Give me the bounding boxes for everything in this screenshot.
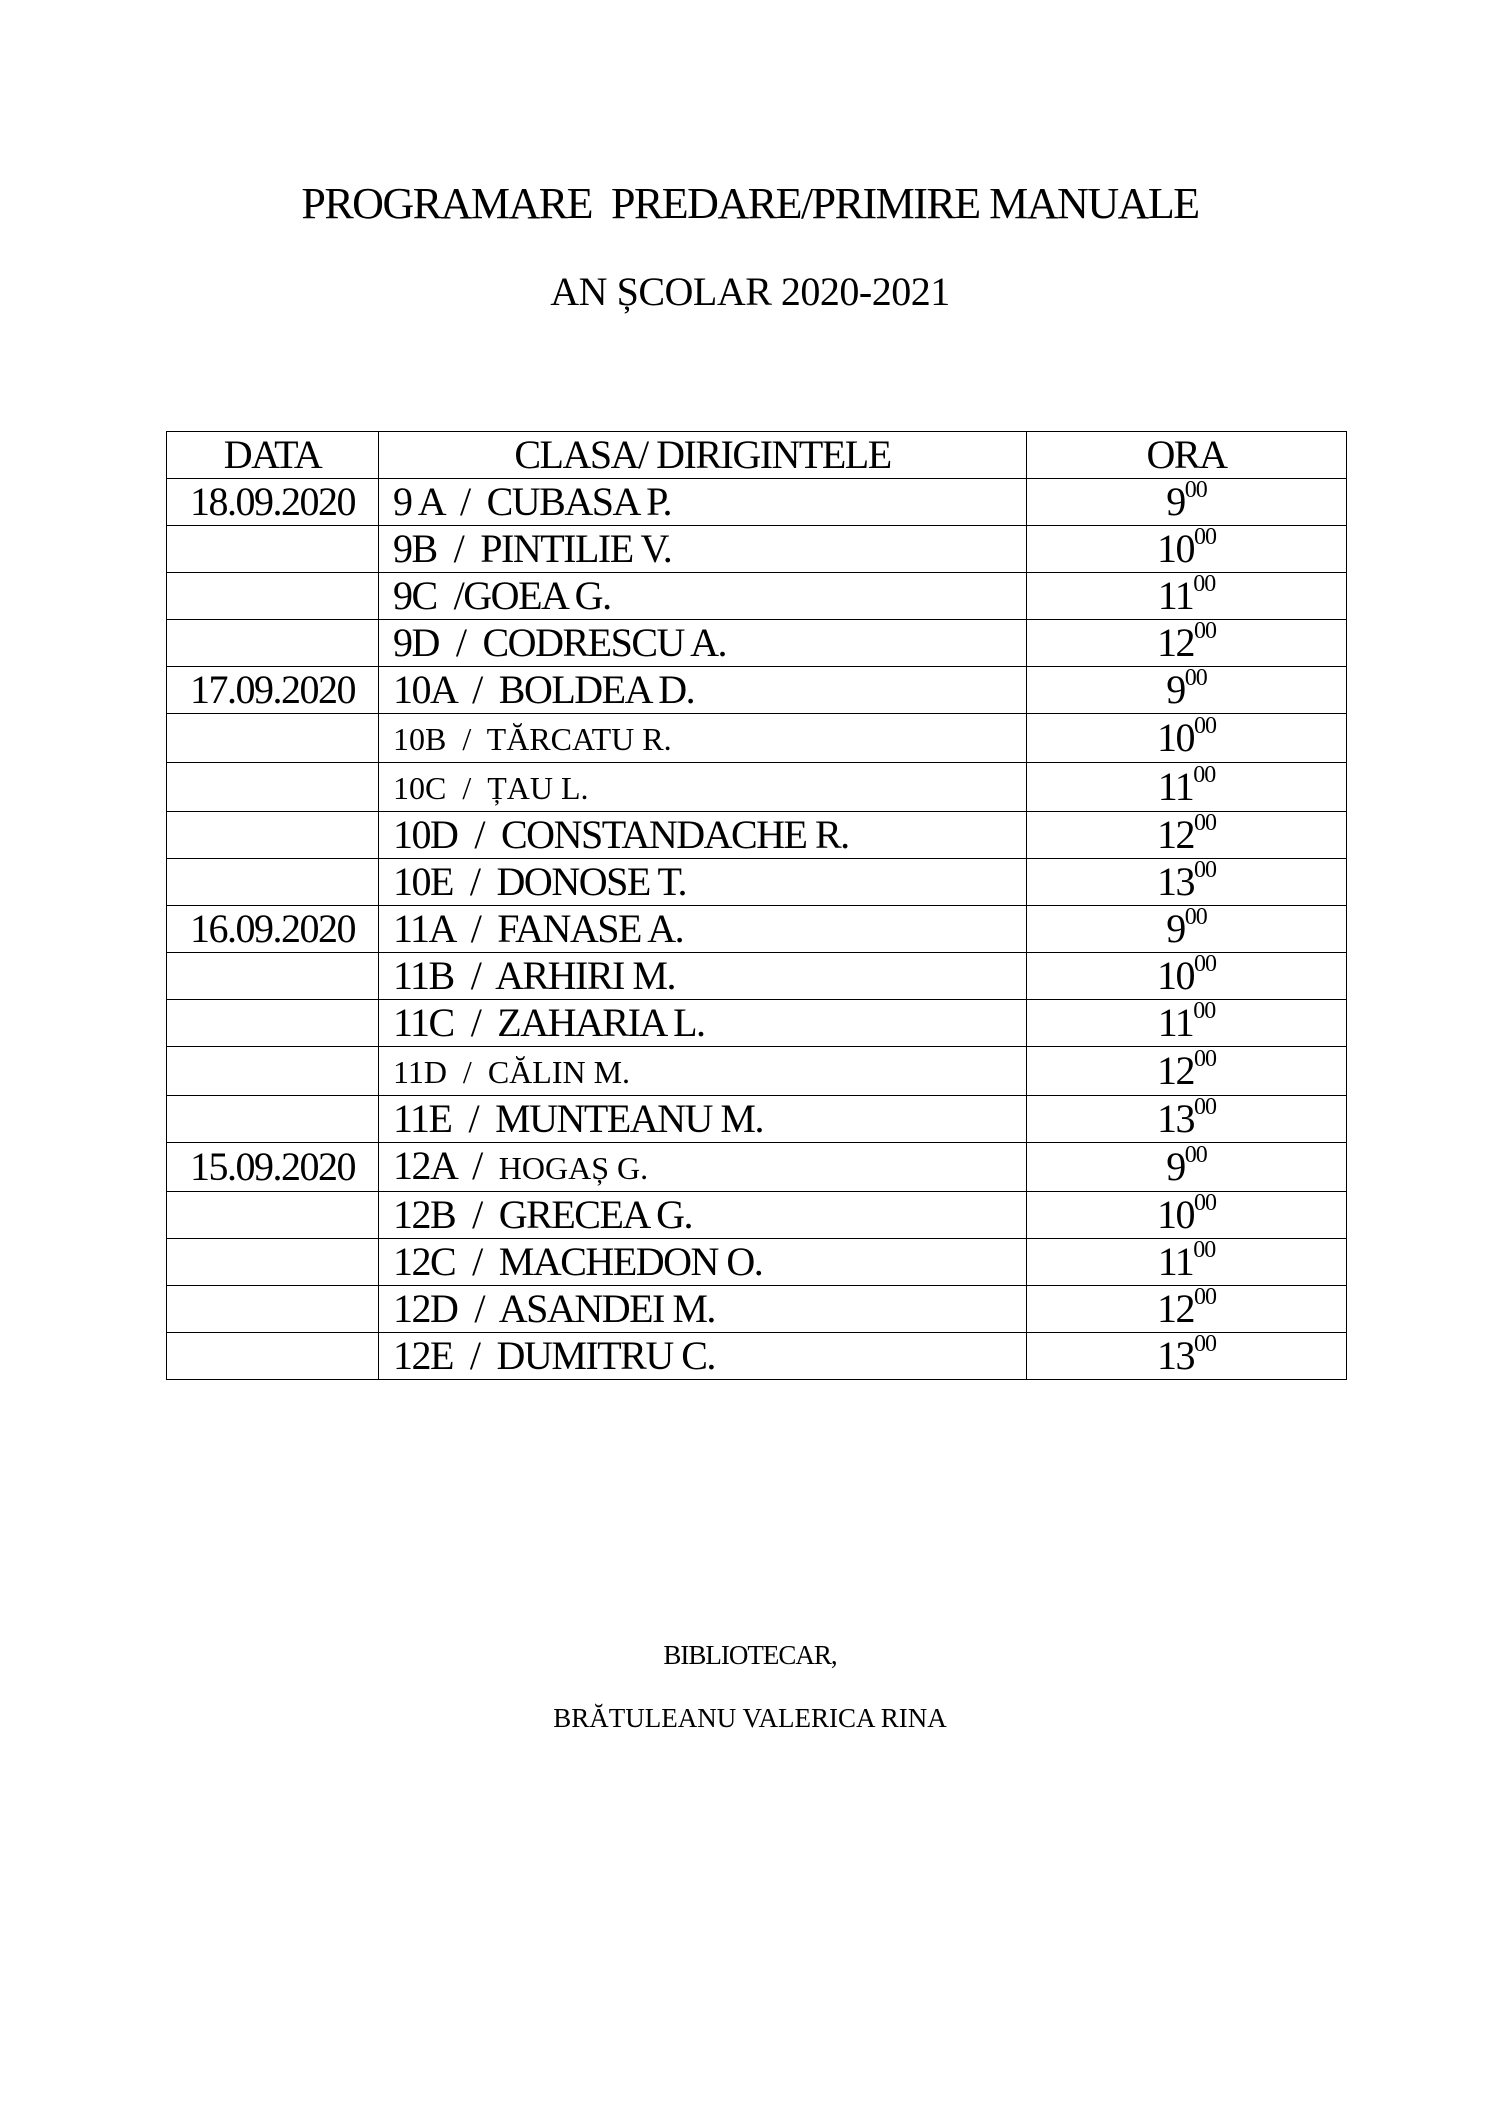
class-teacher-text: 9D / CODRESCU A. <box>393 620 727 665</box>
time-cell <box>1027 573 1347 620</box>
table-row <box>167 906 1347 953</box>
minutes: 00 <box>1184 666 1207 691</box>
class-teacher-cell <box>379 1192 1027 1239</box>
table-row <box>167 1192 1347 1239</box>
hour: 9 <box>1166 479 1185 524</box>
class-teacher-cell <box>379 479 1027 526</box>
class-teacher-cell <box>379 953 1027 1000</box>
class-teacher-text-small: HOGAȘ G. <box>498 1150 649 1186</box>
time-cell <box>1027 1143 1347 1192</box>
class-teacher-cell <box>379 1286 1027 1333</box>
time-cell <box>1027 1047 1347 1096</box>
minutes: 00 <box>1194 1046 1216 1072</box>
class-teacher-cell <box>379 763 1027 812</box>
time-cell <box>1027 906 1347 953</box>
class-teacher-text: 9 A / CUBASA P. <box>393 479 671 524</box>
time-cell <box>1027 812 1347 859</box>
class-teacher-cell <box>379 812 1027 859</box>
header-data: DATA <box>167 432 379 479</box>
time-cell <box>1027 714 1347 763</box>
class-teacher-text: 12B / GRECEA G. <box>393 1192 692 1237</box>
table-header-row <box>167 432 1347 479</box>
table-row <box>167 812 1347 859</box>
class-teacher-cell <box>379 859 1027 906</box>
hour: 9 <box>1166 1144 1185 1189</box>
hour: 10 <box>1157 1192 1194 1237</box>
table-row <box>167 573 1347 620</box>
class-teacher-text-small: 10B / TĂRCATU R. <box>393 721 672 757</box>
hour: 11 <box>1157 1000 1194 1045</box>
minutes: 00 <box>1194 952 1216 977</box>
time-cell <box>1027 1192 1347 1239</box>
time-cell <box>1027 620 1347 667</box>
table-row <box>167 1096 1347 1143</box>
minutes: 00 <box>1194 713 1216 739</box>
date-cell <box>167 1192 379 1239</box>
class-teacher-text: 9B / PINTILIE V. <box>393 526 672 571</box>
class-teacher-text-small: 10C / ȚAU L. <box>393 770 589 806</box>
class-teacher-text: 12C / MACHEDON O. <box>393 1239 763 1284</box>
class-teacher-text-small: 11D / CĂLIN M. <box>393 1054 631 1090</box>
class-teacher-text: 10D / CONSTANDACHE R. <box>393 812 849 857</box>
table-row <box>167 1047 1347 1096</box>
hour: 9 <box>1166 906 1185 951</box>
class-teacher-cell <box>379 1096 1027 1143</box>
minutes: 00 <box>1184 905 1207 930</box>
table-row <box>167 526 1347 573</box>
time-cell <box>1027 1333 1347 1380</box>
time-cell <box>1027 1286 1347 1333</box>
class-teacher-text: 11B / ARHIRI M. <box>393 953 675 998</box>
time-cell <box>1027 667 1347 714</box>
date-cell <box>167 620 379 667</box>
date-cell <box>167 1286 379 1333</box>
table-row <box>167 763 1347 812</box>
date-cell: 17.09.2020 <box>167 667 379 714</box>
time-cell <box>1027 479 1347 526</box>
date-cell <box>167 859 379 906</box>
class-teacher-text: 12E / DUMITRU C. <box>393 1333 715 1378</box>
hour: 12 <box>1157 1048 1194 1093</box>
time-cell <box>1027 1000 1347 1047</box>
hour: 11 <box>1157 764 1194 809</box>
minutes: 00 <box>1194 1332 1216 1357</box>
class-teacher-cell <box>379 1239 1027 1286</box>
hour: 12 <box>1157 812 1194 857</box>
time-cell <box>1027 1239 1347 1286</box>
minutes: 00 <box>1194 525 1216 550</box>
date-cell <box>167 1047 379 1096</box>
class-teacher-cell <box>379 1000 1027 1047</box>
document-title: PROGRAMARE PREDARE/PRIMIRE MANUALE <box>301 179 1199 228</box>
date-cell <box>167 1333 379 1380</box>
class-teacher-cell <box>379 906 1027 953</box>
date-cell <box>167 573 379 620</box>
date-cell <box>167 953 379 1000</box>
minutes: 00 <box>1193 762 1216 788</box>
date-cell <box>167 763 379 812</box>
class-teacher-cell <box>379 714 1027 763</box>
header-clasa: CLASA/ DIRIGINTELE <box>379 432 1027 479</box>
class-teacher-text: 11E / MUNTEANU M. <box>393 1096 763 1141</box>
signature-role: BIBLIOTECAR, <box>663 1640 837 1670</box>
time-cell <box>1027 859 1347 906</box>
date-cell: 16.09.2020 <box>167 906 379 953</box>
table-row <box>167 1239 1347 1286</box>
table-row <box>167 1143 1347 1192</box>
hour: 10 <box>1157 526 1194 571</box>
hour: 10 <box>1157 953 1194 998</box>
table-row <box>167 714 1347 763</box>
date-cell <box>167 714 379 763</box>
hour: 11 <box>1157 573 1194 618</box>
date-cell: 18.09.2020 <box>167 479 379 526</box>
hour: 13 <box>1157 859 1194 904</box>
minutes: 00 <box>1194 811 1216 836</box>
date-cell <box>167 812 379 859</box>
class-teacher-cell <box>379 526 1027 573</box>
class-teacher-cell <box>379 667 1027 714</box>
date-cell <box>167 1239 379 1286</box>
class-teacher-text: 12A / <box>393 1143 499 1188</box>
class-teacher-cell <box>379 1333 1027 1380</box>
school-year-subtitle: AN ȘCOLAR 2020-2021 <box>550 269 950 314</box>
time-cell <box>1027 526 1347 573</box>
hour: 13 <box>1157 1333 1194 1378</box>
class-teacher-cell <box>379 1143 1027 1192</box>
table-row <box>167 667 1347 714</box>
date-cell <box>167 1096 379 1143</box>
minutes: 00 <box>1184 478 1207 503</box>
hour: 12 <box>1157 620 1194 665</box>
minutes: 00 <box>1194 858 1216 883</box>
minutes: 00 <box>1184 1142 1207 1168</box>
date-cell: 15.09.2020 <box>167 1143 379 1192</box>
minutes: 00 <box>1193 999 1216 1024</box>
hour: 9 <box>1166 667 1185 712</box>
class-teacher-text: 10E / DONOSE T. <box>393 859 687 904</box>
class-teacher-cell <box>379 573 1027 620</box>
class-teacher-text: 9C /GOEA G. <box>393 573 611 618</box>
table-row <box>167 1286 1347 1333</box>
table-row <box>167 1000 1347 1047</box>
minutes: 00 <box>1194 1191 1216 1216</box>
hour: 12 <box>1157 1286 1194 1331</box>
class-teacher-text: 12D / ASANDEI M. <box>393 1286 715 1331</box>
table-row <box>167 479 1347 526</box>
schedule-table <box>166 431 1347 1380</box>
hour: 10 <box>1157 715 1194 760</box>
time-cell <box>1027 763 1347 812</box>
minutes: 00 <box>1194 1095 1216 1120</box>
header-ora: ORA <box>1027 432 1347 479</box>
table-row <box>167 620 1347 667</box>
minutes: 00 <box>1194 619 1216 644</box>
date-cell <box>167 1000 379 1047</box>
time-cell <box>1027 953 1347 1000</box>
class-teacher-text: 11A / FANASE A. <box>393 906 684 951</box>
hour: 13 <box>1157 1096 1194 1141</box>
class-teacher-text: 11C / ZAHARIA L. <box>393 1000 705 1045</box>
table-row <box>167 859 1347 906</box>
hour: 11 <box>1157 1239 1194 1284</box>
table-row <box>167 1333 1347 1380</box>
signature-name: BRĂTULEANU VALERICA RINA <box>553 1703 947 1733</box>
minutes: 00 <box>1194 1285 1216 1310</box>
date-cell <box>167 526 379 573</box>
table-row <box>167 953 1347 1000</box>
class-teacher-cell <box>379 1047 1027 1096</box>
minutes: 00 <box>1193 1238 1216 1263</box>
class-teacher-cell <box>379 620 1027 667</box>
time-cell <box>1027 1096 1347 1143</box>
class-teacher-text: 10A / BOLDEA D. <box>393 667 695 712</box>
minutes: 00 <box>1193 572 1216 597</box>
